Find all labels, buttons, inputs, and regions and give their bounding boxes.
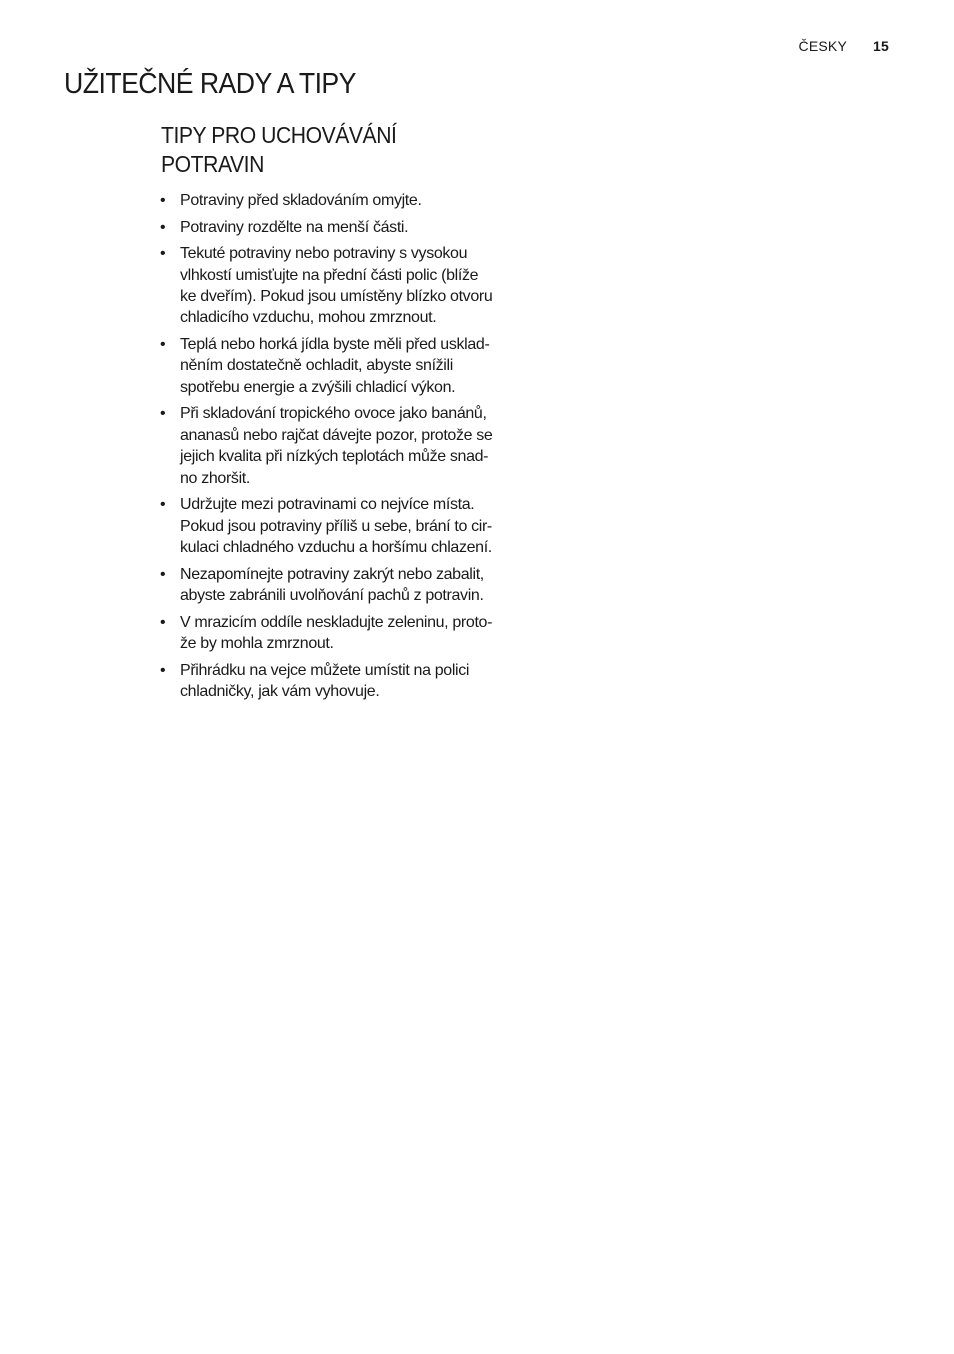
- list-item: [160, 494, 520, 558]
- list-item: [160, 612, 520, 655]
- bullet-icon: •: [160, 192, 166, 209]
- bullet-icon: •: [160, 245, 166, 263]
- list-item-text: Potraviny před skladováním omyjte.: [180, 192, 422, 209]
- list-item: [160, 190, 520, 211]
- list-item: [160, 403, 520, 489]
- bullet-icon: •: [160, 405, 166, 423]
- page-title: UŽITEČNÉ RADY A TIPY: [64, 68, 356, 100]
- list-item-text: Při skladování tropického ovoce jako banánů, ananasů nebo rajčat dávejte pozor, protože se jejich kvalita při nízkých teplotách může snad- no zhoršit.: [180, 405, 493, 487]
- list-item-text: Potraviny rozdělte na menší části.: [180, 218, 409, 236]
- list-item: [160, 334, 520, 398]
- list-item: [160, 564, 520, 607]
- list-item: [160, 243, 520, 329]
- bullet-icon: •: [160, 336, 166, 353]
- list-item-text: Udržujte mezi potravinami co nejvíce místa. Pokud jsou potraviny příliš u sebe, brání to cir- kulaci chladného vzduchu a horšímu chlazení.: [180, 496, 492, 557]
- list-item: [160, 217, 520, 238]
- list-item-text: Teplá nebo horká jídla byste měli před usklad- něním dostatečně ochladit, abyste snížili spotřebu energie a zvýšili chladicí výkon.: [180, 336, 490, 396]
- bullet-icon: •: [160, 496, 166, 514]
- list-item: [160, 660, 520, 703]
- bullet-icon: •: [160, 661, 166, 679]
- language-label: ČESKY: [798, 38, 848, 54]
- page-number: 15: [873, 38, 889, 54]
- section-title: TIPY PRO UCHOVÁVÁNÍ POTRAVIN: [161, 122, 397, 177]
- list-item-text: V mrazicím oddíle neskladujte zeleninu, proto- že by mohla zmrznout.: [180, 613, 493, 653]
- list-item-text: Přihrádku na vejce můžete umístit na polici chladničky, jak vám vyhovuje.: [180, 661, 470, 701]
- list-item-text: Tekuté potraviny nebo potraviny s vysokou vlhkostí umisťujte na přední části polic (blíže ke dveřím). Pokud jsou umístěny blízko otvoru chladicího vzduchu, mohou zmrznout.: [180, 245, 493, 327]
- tips-list: [160, 190, 520, 708]
- bullet-icon: •: [160, 613, 166, 631]
- bullet-icon: •: [160, 218, 166, 236]
- bullet-icon: •: [160, 565, 166, 583]
- list-item-text: Nezapomínejte potraviny zakrýt nebo zabalit, abyste zabránili uvolňování pachů z potravin.: [180, 565, 484, 605]
- page-header: [799, 38, 889, 54]
